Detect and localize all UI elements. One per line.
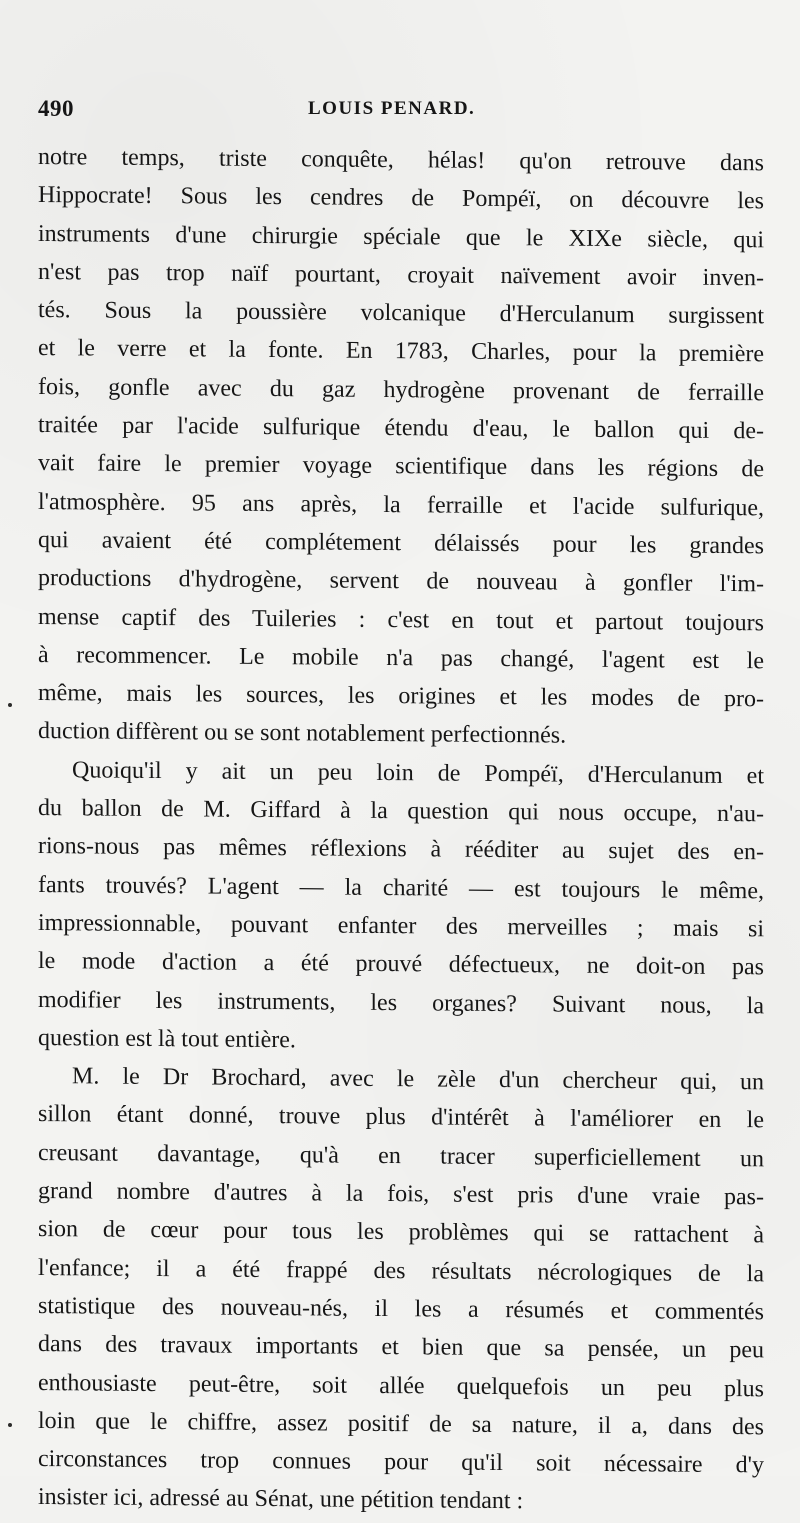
text-line: notre temps, triste conquête, hélas! qu'on retrouve dans <box>38 144 764 177</box>
running-title: LOUIS PENARD. <box>308 98 476 119</box>
text-line: impressionnable, pouvant enfanter des merveilles ; mais si <box>38 909 764 943</box>
text-line: modifier les instruments, les organes? Suivant nous, la <box>38 986 764 1019</box>
text-line: statistique des nouveau-nés, il les a résumés et commentés <box>38 1292 764 1326</box>
body-text <box>38 138 764 1517</box>
left-margin-dot <box>8 703 12 707</box>
text-line: qui avaient été complétement délaissés pour les grandes <box>38 526 764 560</box>
text-line: l'atmosphère. 95 ans après, la ferraille et l'acide sulfurique, <box>38 488 764 522</box>
text-line: l'enfance; il a été frappé des résultats nécrologiques de la <box>38 1254 764 1287</box>
text-line: duction diffèrent ou se sont notablement perfectionnés. <box>38 718 567 750</box>
text-line: circonstances trop connues pour qu'il soit nécessaire d'y <box>38 1446 764 1479</box>
text-line: productions d'hydrogène, servent de nouveau à gonfler l'im- <box>38 565 764 598</box>
text-line: dans des travaux importants et bien que sa pensée, un peu <box>38 1331 764 1364</box>
text-line: grand nombre d'autres à la fois, s'est pris d'une vraie pas- <box>38 1178 764 1211</box>
text-line: creusant davantage, qu'à en tracer superficiellement un <box>38 1139 764 1173</box>
text-line: vait faire le premier voyage scientifique dans les régions de <box>38 450 764 483</box>
paragraph-start-line: M. le Dr Brochard, avec le zèle d'un chercheur qui, un <box>72 1063 764 1096</box>
text-line: le mode d'action a été prouvé défectueux, ne doit-on pas <box>38 948 764 981</box>
paragraph-start-line: Quoiqu'il y ait un peu loin de Pompéï, d'Herculanum et <box>72 757 764 790</box>
text-line: et le verre et la fonte. En 1783, Charles, pour la première <box>38 335 764 368</box>
text-line: même, mais les sources, les origines et les modes de pro- <box>38 680 764 713</box>
text-line: du ballon de M. Giffard à la question qui nous occupe, n'au- <box>38 795 764 828</box>
text-line: insister ici, adressé au Sénat, une pétition tendant : <box>38 1484 524 1515</box>
left-margin-dot <box>8 1423 12 1427</box>
text-line: mense captif des Tuileries : c'est en tout et partout toujours <box>38 603 764 636</box>
text-line: fois, gonfle avec du gaz hydrogène provenant de ferraille <box>38 373 764 407</box>
text-line: n'est pas trop naïf pourtant, croyait naïvement avoir inven- <box>38 258 764 292</box>
text-line: sillon étant donné, trouve plus d'intérêt à l'améliorer en le <box>38 1101 764 1134</box>
text-line: fants trouvés? L'agent — la charité — est toujours le même, <box>38 871 764 904</box>
text-line: traitée par l'acide sulfurique étendu d'eau, le ballon qui de- <box>38 412 764 445</box>
text-line: Hippocrate! Sous les cendres de Pompéï, on découvre les <box>38 182 764 215</box>
text-line: sion de cœur pour tous les problèmes qui se rattachent à <box>38 1216 764 1249</box>
text-line: loin que le chiffre, assez positif de sa nature, il a, dans des <box>38 1407 764 1441</box>
text-line: instruments d'une chirurgie spéciale que le XIXe siècle, qui <box>38 220 764 253</box>
text-line: question est là tout entière. <box>38 1024 296 1054</box>
text-line: à recommencer. Le mobile n'a pas changé, l'agent est le <box>38 641 764 675</box>
text-line: tés. Sous la poussière volcanique d'Herculanum surgissent <box>38 297 764 330</box>
page-header <box>38 96 758 126</box>
text-line: enthousiaste peut-être, soit allée quelquefois un peu plus <box>38 1369 764 1402</box>
text-line: rions-nous pas mêmes réflexions à rééditer au sujet des en- <box>38 833 764 866</box>
page-number: 490 <box>38 96 74 121</box>
